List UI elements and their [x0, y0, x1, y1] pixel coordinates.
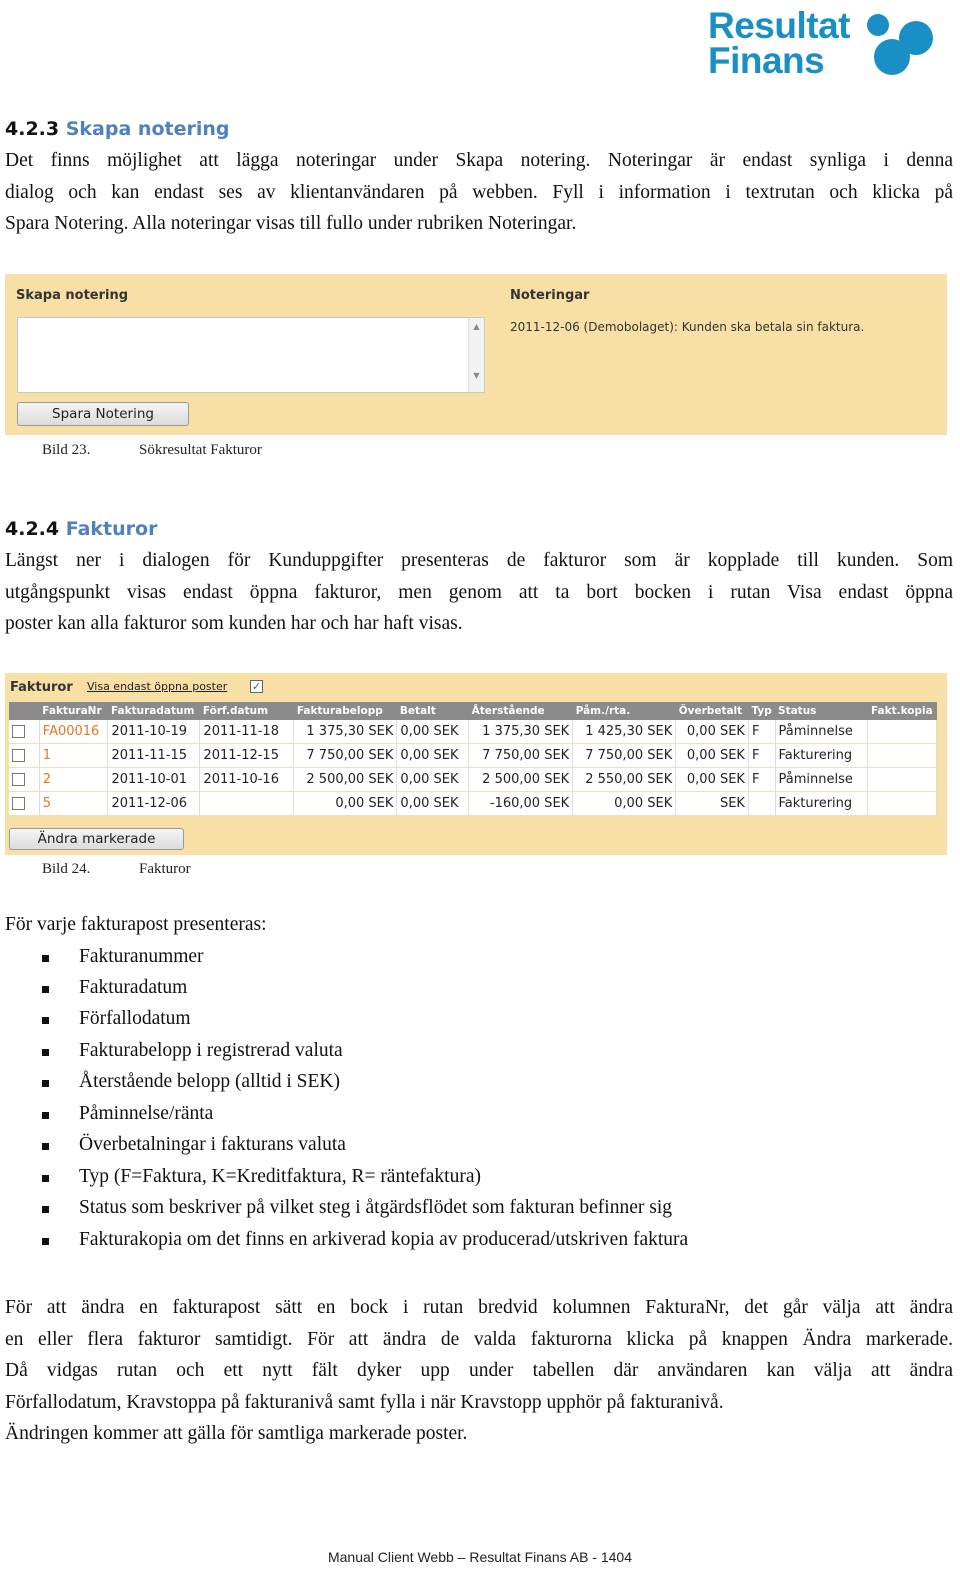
bullet-icon	[42, 1238, 49, 1245]
invoice-copy-cell	[868, 744, 937, 768]
section-heading-skapa-notering	[5, 118, 229, 140]
invoice-copy-cell	[868, 792, 937, 816]
paragraph-line: Ändringen kommer att gälla för samtliga markerade poster.	[5, 1423, 468, 1444]
logo-line-2: Finans	[708, 40, 825, 81]
remaining-cell: -160,00 SEK	[469, 792, 573, 816]
column-header-select	[9, 702, 39, 720]
list-item-text: Fakturadatum	[79, 977, 188, 998]
closing-paragraph	[5, 1292, 953, 1450]
list-item-text: Återstående belopp (alltid i SEK)	[79, 1071, 341, 1092]
due-date-cell: 2011-12-15	[200, 744, 294, 768]
edit-selected-button[interactable]: Ändra markerade	[9, 828, 184, 850]
invoice-date-cell: 2011-10-19	[108, 720, 200, 744]
bullet-icon	[42, 986, 49, 993]
bullet-icon	[42, 1206, 49, 1213]
row-select-checkbox[interactable]	[12, 797, 25, 810]
column-header-paid[interactable]: Betalt	[397, 702, 469, 720]
invoice-number-link[interactable]: FA00016	[39, 720, 108, 744]
table-row	[9, 792, 937, 816]
list-item-text: Överbetalningar i fakturans valuta	[79, 1134, 346, 1155]
column-header-overpaid[interactable]: Överbetalt	[676, 702, 749, 720]
invoice-date-cell: 2011-11-15	[108, 744, 200, 768]
notes-label: Noteringar	[510, 288, 590, 303]
reminder-interest-cell: 1 425,30 SEK	[573, 720, 676, 744]
logo-dots-icon	[860, 10, 938, 76]
paragraph-line: poster kan alla fakturor som kunden har och har haft visas.	[5, 613, 463, 634]
column-header-reminder-interest[interactable]: Påm./rta.	[573, 702, 676, 720]
paragraph-line: Spara Notering. Alla noteringar visas till fullo under rubriken Noteringar.	[5, 213, 577, 234]
bullet-icon	[42, 1049, 49, 1056]
section-number: 4.2.4	[5, 518, 60, 540]
open-items-filter-label[interactable]: Visa endast öppna poster	[87, 680, 228, 693]
status-cell: Fakturering	[775, 792, 868, 816]
row-select-checkbox[interactable]	[12, 773, 25, 786]
paragraph-line: dialog och kan endast ses av klientanvändaren på webben. Fyll i information i textrutan och klicka på	[5, 181, 953, 203]
note-textarea[interactable]	[17, 317, 485, 393]
invoice-number-link[interactable]: 2	[39, 768, 108, 792]
invoice-number-link[interactable]: 5	[39, 792, 108, 816]
bullet-icon	[42, 1175, 49, 1182]
figure-number: Bild 23.	[42, 442, 91, 458]
section-number: 4.2.3	[5, 118, 60, 140]
list-item-text: Fakturanummer	[79, 946, 204, 967]
paid-cell: 0,00 SEK	[397, 744, 469, 768]
amount-cell: 2 500,00 SEK	[294, 768, 397, 792]
list-item-text: Förfallodatum	[79, 1008, 191, 1029]
status-cell: Fakturering	[775, 744, 868, 768]
paragraph-line: Längst ner i dialogen för Kunduppgifter presenteras de fakturor som är kopplade till kunden. Som	[5, 550, 953, 571]
paragraph-line: Det finns möjlighet att lägga noteringar under Skapa notering. Noteringar är endast synliga i denna	[5, 150, 953, 171]
list-item-text: Status som beskriver på vilket steg i åtgärdsflödet som fakturan befinner sig	[79, 1197, 672, 1218]
row-select-cell	[9, 768, 39, 792]
bullet-icon	[42, 1017, 49, 1024]
reminder-interest-cell: 7 750,00 SEK	[573, 744, 676, 768]
amount-cell: 1 375,30 SEK	[294, 720, 397, 744]
due-date-cell: 2011-10-16	[200, 768, 294, 792]
paragraph-line: utgångspunkt visas endast öppna fakturor, men genom att ta bort bocken i rutan Visa endast öppna	[5, 581, 953, 603]
open-items-filter-checkbox[interactable]: ✓	[251, 680, 262, 693]
status-cell: Påminnelse	[775, 720, 868, 744]
table-row	[9, 744, 937, 768]
invoice-number-link[interactable]: 1	[39, 744, 108, 768]
bullet-icon	[42, 1143, 49, 1150]
save-note-button[interactable]: Spara Notering	[17, 402, 189, 426]
section-1-paragraph	[5, 145, 953, 240]
bullet-icon	[42, 1080, 49, 1087]
scroll-down-icon[interactable]: ▼	[473, 371, 480, 380]
type-cell: F	[748, 768, 775, 792]
reminder-interest-cell: 2 550,00 SEK	[573, 768, 676, 792]
list-item-text: Fakturakopia om det finns en arkiverad kopia av producerad/utskriven faktura	[79, 1229, 689, 1250]
row-select-checkbox[interactable]	[12, 749, 25, 762]
invoice-date-cell: 2011-12-06	[108, 792, 200, 816]
amount-cell: 0,00 SEK	[294, 792, 397, 816]
table-header-row	[9, 702, 937, 720]
remaining-cell: 1 375,30 SEK	[469, 720, 573, 744]
invoice-copy-cell	[868, 720, 937, 744]
column-header-status[interactable]: Status	[775, 702, 868, 720]
paragraph-line: Då vidgas rutan och ett nytt fält dyker upp under tabellen där användaren kan välja att ändra	[5, 1360, 953, 1381]
section-heading-fakturor	[5, 518, 157, 540]
list-item-text: Fakturabelopp i registrerad valuta	[79, 1040, 343, 1061]
amount-cell: 7 750,00 SEK	[294, 744, 397, 768]
note-entry: 2011-12-06 (Demobolaget): Kunden ska betala sin faktura.	[510, 320, 865, 334]
type-cell: F	[748, 744, 775, 768]
column-header-amount[interactable]: Fakturabelopp	[294, 702, 397, 720]
company-logo	[708, 5, 948, 81]
row-select-checkbox[interactable]	[12, 725, 25, 738]
logo-wordmark	[708, 5, 850, 81]
table-row	[9, 768, 937, 792]
status-cell: Påminnelse	[775, 768, 868, 792]
note-panel	[5, 274, 947, 435]
paid-cell: 0,00 SEK	[397, 768, 469, 792]
invoice-copy-cell	[868, 768, 937, 792]
column-header-remaining[interactable]: Återstående	[469, 702, 573, 720]
table-row	[9, 720, 937, 744]
overpaid-cell: 0,00 SEK	[676, 768, 749, 792]
paid-cell: 0,00 SEK	[397, 720, 469, 744]
row-select-cell	[9, 792, 39, 816]
paragraph-line: Förfallodatum, Kravstoppa på fakturanivå samt fylla i när Kravstopp upphör på fakturanivå.	[5, 1391, 724, 1413]
figure-number: Bild 24.	[42, 861, 91, 877]
column-header-type[interactable]: Typ	[748, 702, 775, 720]
figure-caption: Sökresultat Fakturor	[139, 442, 262, 458]
paragraph-line: en eller flera fakturor samtidigt. För att ändra de valda fakturorna klicka på knappen Ändra markerade.	[5, 1328, 953, 1350]
invoice-table	[9, 702, 937, 816]
type-cell: F	[748, 720, 775, 744]
section-title: Fakturor	[65, 518, 158, 540]
row-select-cell	[9, 744, 39, 768]
section-title: Skapa notering	[65, 118, 230, 140]
paid-cell: 0,00 SEK	[397, 792, 469, 816]
due-date-cell: 2011-11-18	[200, 720, 294, 744]
paragraph-line: För att ändra en fakturapost sätt en bock i rutan bredvid kolumnen FakturaNr, det går välja att ändra	[5, 1297, 953, 1318]
create-note-label: Skapa notering	[16, 288, 129, 303]
due-date-cell	[200, 792, 294, 816]
textarea-scrollbar[interactable]	[468, 318, 484, 392]
row-select-cell	[9, 720, 39, 744]
column-header-invoice-date[interactable]: Fakturadatum	[108, 702, 200, 720]
overpaid-cell: 0,00 SEK	[676, 720, 749, 744]
overpaid-cell: SEK	[676, 792, 749, 816]
overpaid-cell: 0,00 SEK	[676, 744, 749, 768]
column-header-invoice-number[interactable]: FakturaNr	[39, 702, 108, 720]
section-2-paragraph	[5, 545, 953, 640]
reminder-interest-cell: 0,00 SEK	[573, 792, 676, 816]
type-cell	[748, 792, 775, 816]
invoices-label: Fakturor	[10, 680, 73, 695]
bullet-icon	[42, 1112, 49, 1119]
column-header-due-date[interactable]: Förf.datum	[200, 702, 294, 720]
list-item-text: Typ (F=Faktura, K=Kreditfaktura, R= räntefaktura)	[79, 1166, 481, 1187]
list-intro: För varje fakturapost presenteras:	[5, 914, 267, 935]
figure-caption: Fakturor	[139, 861, 191, 877]
page-footer: Manual Client Webb – Resultat Finans AB - 1404	[327, 1549, 633, 1565]
remaining-cell: 2 500,00 SEK	[469, 768, 573, 792]
logo-line-1: Resultat	[708, 5, 850, 46]
column-header-invoice-copy[interactable]: Fakt.kopia	[868, 702, 937, 720]
list-item-text: Påminnelse/ränta	[79, 1103, 214, 1124]
remaining-cell: 7 750,00 SEK	[469, 744, 573, 768]
invoice-date-cell: 2011-10-01	[108, 768, 200, 792]
scroll-up-icon[interactable]: ▲	[473, 322, 480, 331]
bullet-icon	[42, 955, 49, 962]
